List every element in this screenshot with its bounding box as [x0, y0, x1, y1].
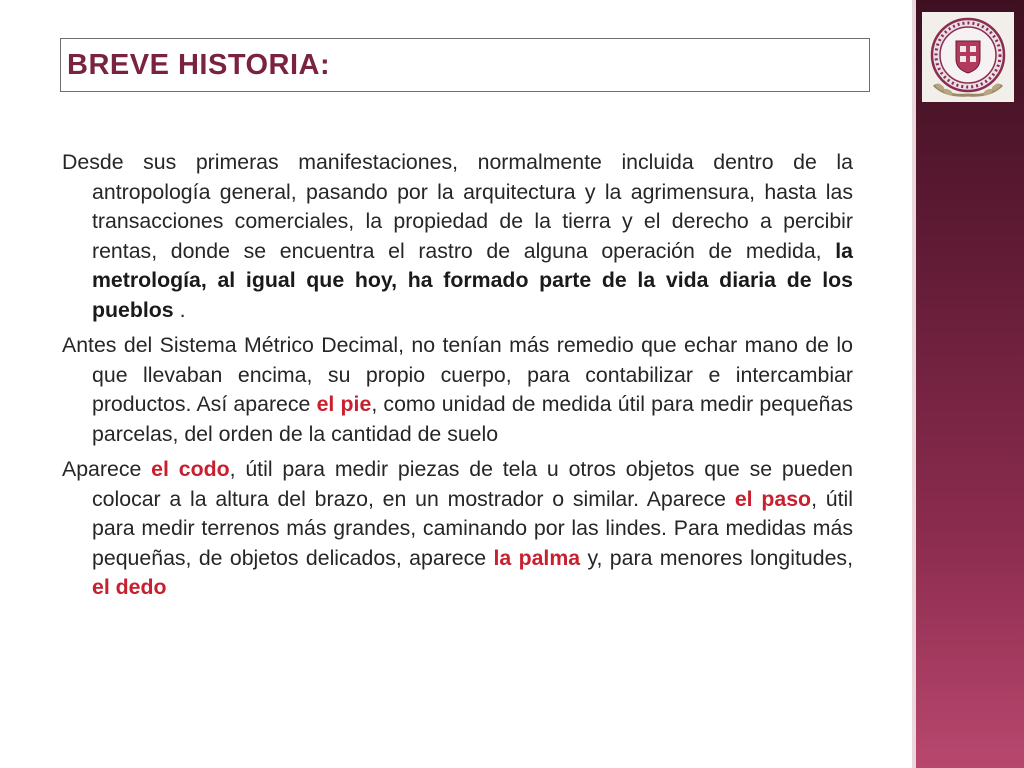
paragraph-3-text-2: , útil para medir piezas de tela u otros objetos que se pueden colocar a la altura del brazo, en un mostrador o similar. Aparece [92, 457, 853, 511]
university-seal-icon [926, 15, 1010, 99]
highlight-el-pie: el pie [316, 392, 372, 416]
highlight-la-palma: la palma [493, 545, 581, 570]
paragraph-3-text-4: y, para menores longitudes, [580, 545, 853, 570]
side-decoration-band [912, 0, 1024, 768]
content-body [62, 148, 853, 609]
paragraph-2-text-2: , como unidad de medida útil para medir pequeñas parcelas, del orden de la cantidad de suelo [92, 392, 853, 446]
paragraph-3-text-1: Aparece [62, 457, 152, 481]
university-logo [922, 12, 1014, 102]
paragraph-1 [62, 148, 853, 325]
paragraph-2 [62, 331, 853, 449]
slide-title: BREVE HISTORIA: [67, 48, 331, 81]
paragraph-2-text-1: Antes del Sistema Métrico Decimal, no tenían más remedio que echar mano de lo que llevaban encima, su propio cuerpo, para contabilizar e intercambiar productos. Así aparece [62, 333, 853, 416]
side-band-edge [912, 0, 916, 768]
highlight-el-codo: el codo [151, 457, 230, 481]
paragraph-3-text-3: , útil para medir terrenos más grandes, caminando por las lindes. Para medidas más pequeñas, de objetos delicados, aparece [92, 486, 853, 570]
title-box [60, 38, 870, 92]
highlight-el-paso: el paso [734, 486, 812, 511]
paragraph-3 [62, 455, 853, 603]
highlight-el-dedo: el dedo [92, 575, 167, 599]
paragraph-1-text-1: Desde sus primeras manifestaciones, normalmente incluida dentro de la antropología general, pasando por la arquitectura y la agrimensura, hasta las transacciones comerciales, la propiedad de la tierra y el derecho a percibir rentas, donde se encuentra el rastro de alguna operación de medida, [62, 150, 853, 263]
paragraph-1-text-2: . [173, 297, 186, 322]
paragraph-1-bold: la metrología, al igual que hoy, ha formado parte de la vida diaria de los pueblos [92, 238, 853, 322]
